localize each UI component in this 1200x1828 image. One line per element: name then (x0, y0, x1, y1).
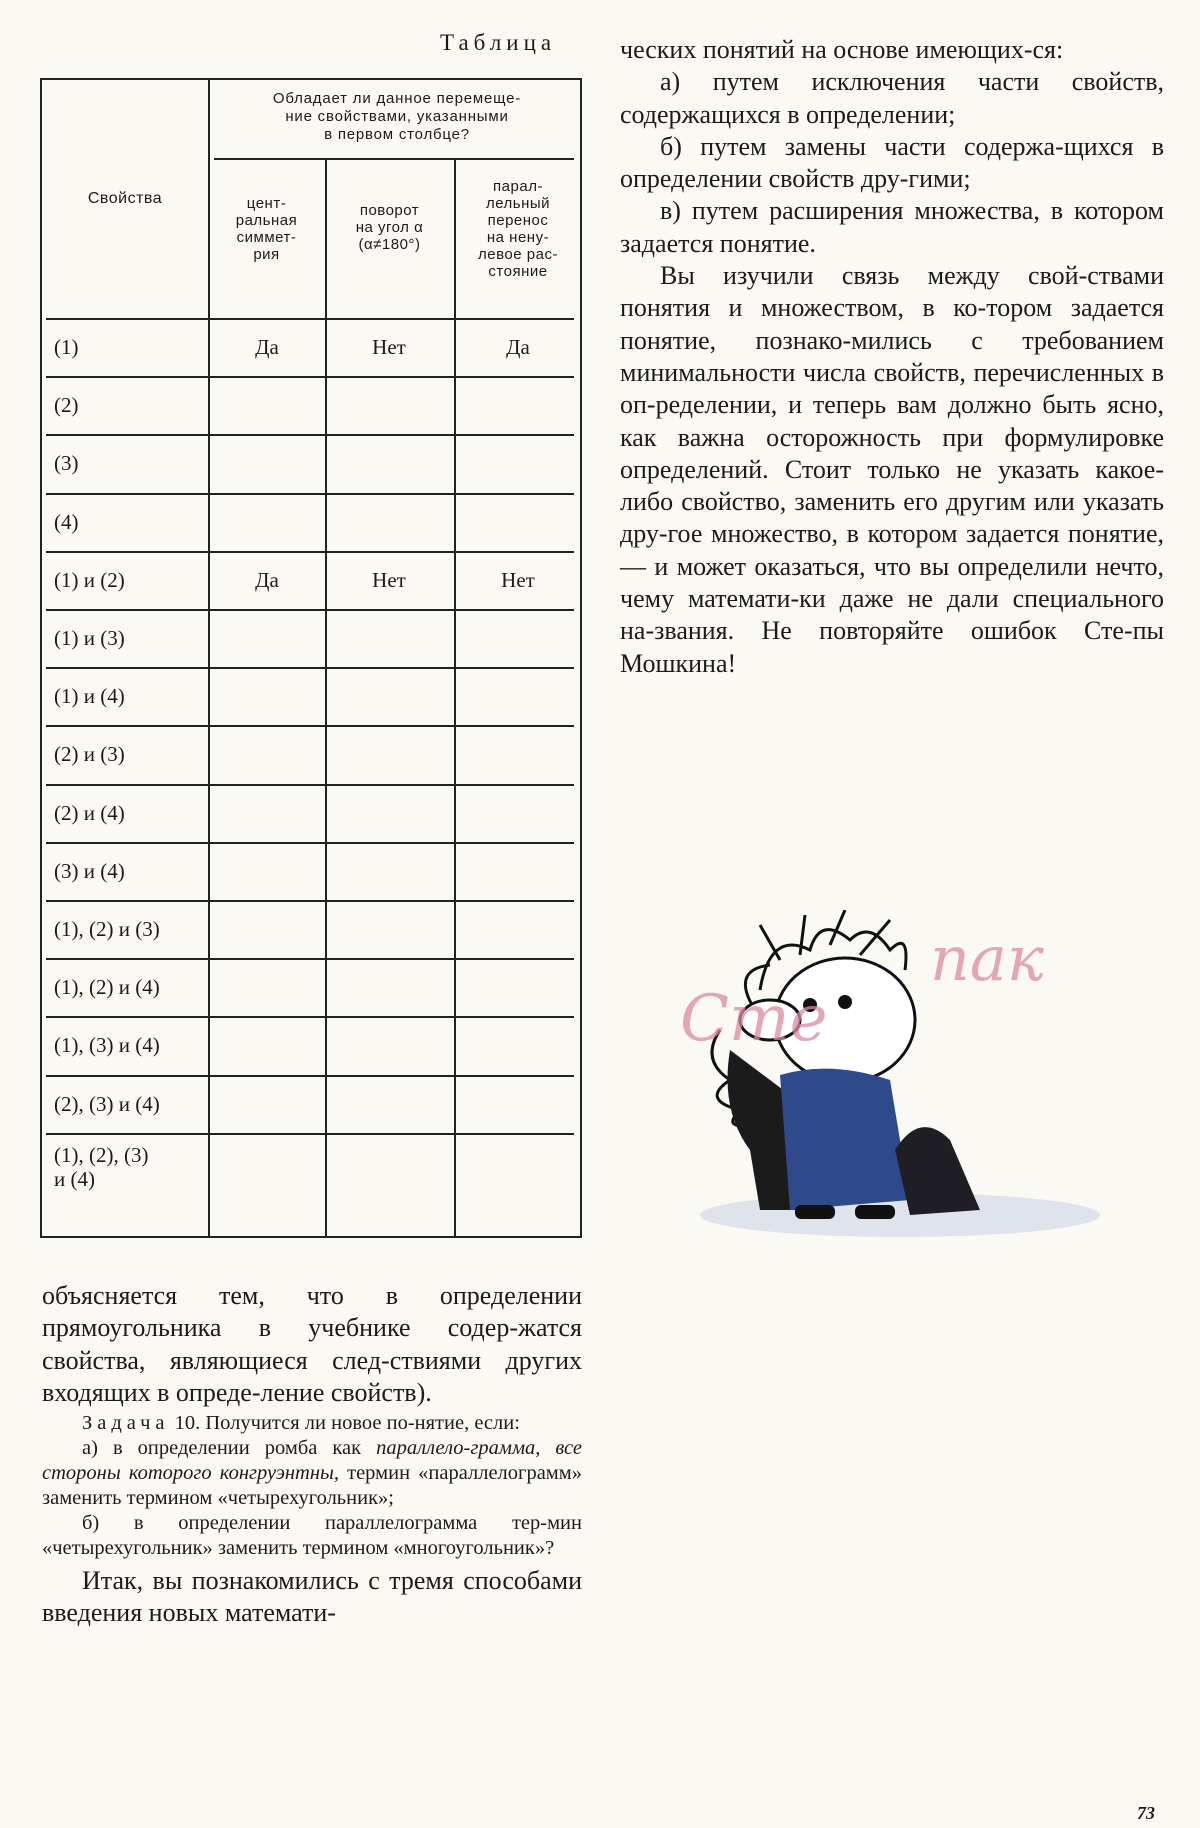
table-cell: Нет (501, 567, 535, 592)
row-divider (46, 1016, 574, 1018)
header-divider (214, 158, 574, 160)
row-divider (46, 376, 574, 378)
shoe (855, 1205, 895, 1219)
row-divider (46, 1075, 574, 1077)
row-divider (46, 725, 574, 727)
row-label: (2) (54, 393, 79, 418)
row-divider (46, 493, 574, 495)
stamp-text: пак (930, 922, 1044, 995)
row-divider (46, 551, 574, 553)
main-paragraph: Вы изучили связь между свой-ствами понятия и множеством, в ко-тором задается понятие, познако-мились с требованием минимальности числа свойств, перечисленных в оп-ределении, и теперь вам должно быть ясно, как важна осторожность при формулировке определений. Стоит только не указать какое-либо свойство, заменить его другим или указать дру-гое множество, в котором задается понятие, — и может оказаться, что вы определили нечто, чему математи-ки даже не дали специального на-звания. Не повторяйте ошибок Сте-пы Мошкина! (620, 261, 1164, 678)
stamp-text: Сте (680, 982, 828, 1056)
shoe (795, 1205, 835, 1219)
task-10-a: а) в определении ромба как параллело-грамма, все стороны которого конгруэнтны, термин «параллелограмм» заменить термином «четырехугольник»; (42, 1437, 582, 1510)
table-cell: Нет (372, 335, 406, 359)
table-caption: Таблица (440, 30, 557, 55)
list-item-c: в) путем расширения множества, в котором задается понятие. (620, 196, 1164, 258)
continuation-line: ческих понятий на основе имеющих-ся: (620, 35, 1064, 64)
list-item-b: б) путем замены части содержа-щихся в определении свойств дру-гими; (620, 131, 1164, 194)
row-divider (46, 958, 574, 960)
list-item-a: а) путем исключения части свойств, содержащихся в определении; (620, 67, 1164, 129)
row-label: (1) и (2) (54, 567, 125, 592)
header-rotation: поворот на угол α (α≠180°) (355, 202, 424, 253)
row-divider (46, 1133, 574, 1135)
stepa-moshkin-illustration (660, 910, 1100, 1240)
row-divider (46, 784, 574, 786)
row-divider (46, 434, 574, 436)
table-cell: Да (255, 567, 279, 592)
right-column-text (620, 34, 1164, 680)
row-divider (46, 609, 574, 611)
task-10: Задача 10. Получится ли новое по-нятие, если: (82, 1412, 520, 1435)
row-label: (1), (2), (3) и (4) (54, 1142, 149, 1191)
row-label: (1) и (4) (54, 684, 125, 709)
closing-paragraph: Итак, вы познакомились с тремя способами введения новых математи- (42, 1566, 582, 1628)
row-label: (3) и (4) (54, 858, 125, 883)
row-divider (46, 842, 574, 844)
task-10-b: б) в определении параллелограмма тер-мин «четырехугольник» заменить термином «многоугольник»? (42, 1512, 582, 1560)
row-divider (46, 900, 574, 902)
bag (895, 1127, 980, 1215)
row-label: (1) (54, 335, 79, 359)
eye (838, 995, 852, 1009)
table-cell: Да (506, 335, 530, 359)
coat (780, 1069, 910, 1210)
row-label: (4) (54, 509, 79, 534)
table-cell: Нет (372, 567, 406, 592)
header-properties: Свойства (87, 190, 163, 207)
row-label: (3) (54, 451, 79, 476)
header-central-symmetry: цент- ральная симмет- рия (235, 195, 298, 263)
row-label: (2) и (3) (54, 742, 125, 767)
row-label: (1), (3) и (4) (54, 1033, 160, 1058)
row-label: (1) и (3) (54, 626, 125, 650)
row-label: (1), (2) и (4) (54, 975, 160, 1000)
row-label: (1), (2) и (3) (54, 917, 160, 941)
row-divider (46, 318, 574, 320)
left-bottom-text (42, 1280, 582, 1630)
properties-table (40, 78, 582, 1238)
row-label: (2), (3) и (4) (54, 1091, 160, 1116)
header-question: Обладает ли данное перемеще- ние свойствами, указанными в первом столбце? (272, 90, 522, 143)
table-cell: Да (255, 335, 279, 359)
page-number: 73 (1137, 1803, 1155, 1823)
row-label: (2) и (4) (54, 800, 125, 825)
header-translation: парал- лельный перенос на нену- левое рас- стояние (478, 178, 558, 280)
row-divider (46, 667, 574, 669)
explanation-paragraph: объясняется тем, что в определении прямоугольника в учебнике содер-жатся свойства, являющиеся след-ствиями других входящих в опреде-ление свойств). (42, 1281, 582, 1407)
